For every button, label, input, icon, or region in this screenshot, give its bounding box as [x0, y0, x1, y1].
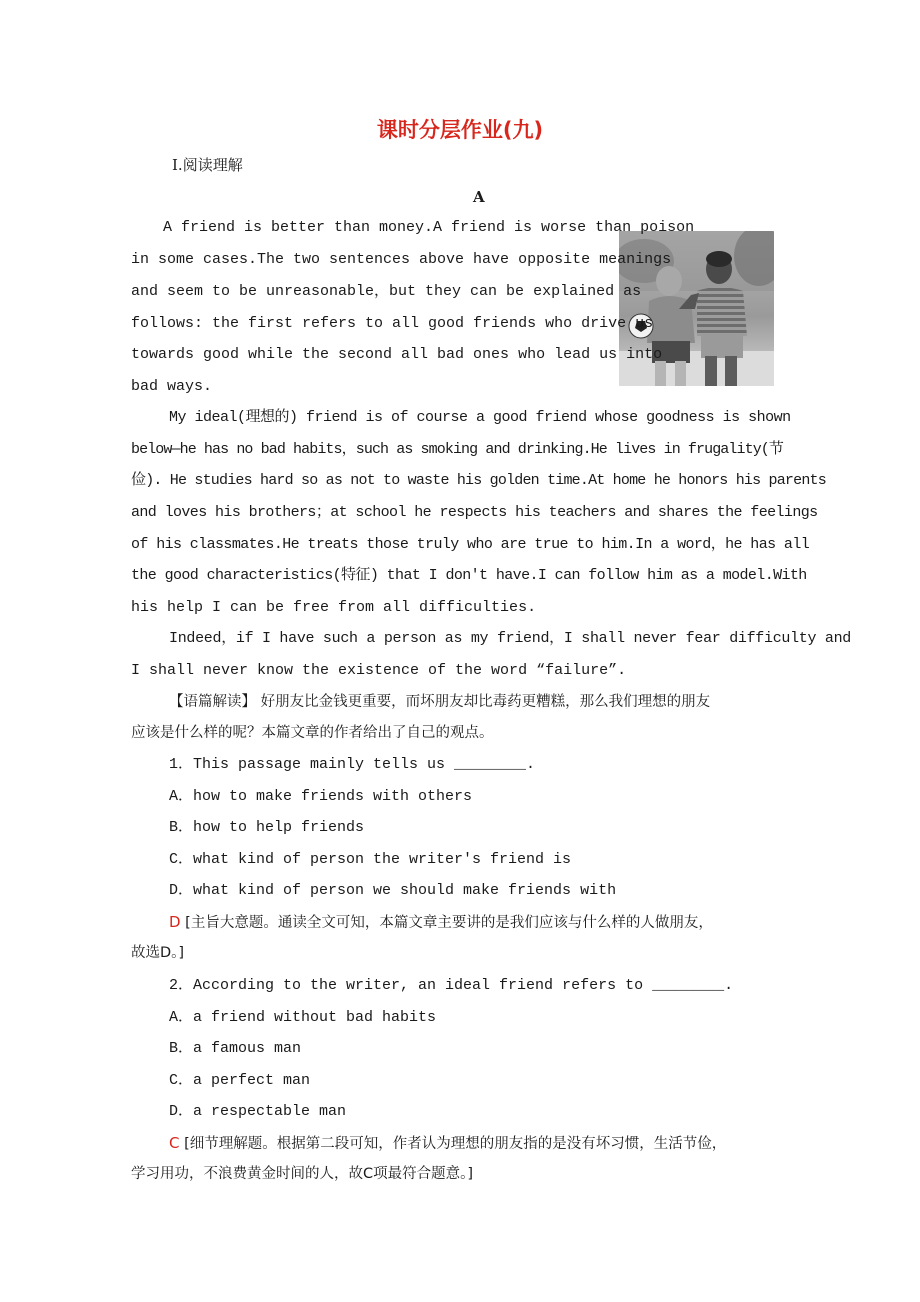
question-option: D．what kind of person we should make friends with — [169, 882, 617, 899]
passage-line: 俭). He studies hard so as not to waste his golden time.At home he honors his parents — [131, 472, 826, 489]
passage-line: below—he has no bad habits，such as smoking and drinking.He lives in frugality(节 — [131, 441, 784, 458]
passage-line: bad ways. — [131, 378, 213, 395]
passage-line: of his classmates.He treats those truly who are true to him.In a word，he has all — [131, 536, 810, 553]
question-option: C．what kind of person the writer's friend is — [169, 851, 572, 868]
question-stem: 2．According to the writer, an ideal friend refers to ________. — [169, 977, 734, 994]
explanation-text: [主旨大意题。通读全文可知，本篇文章主要讲的是我们应该与什么样的人做朋友， — [180, 915, 713, 931]
passage-line: My ideal(理想的) friend is of course a good friend whose goodness is shown — [169, 409, 791, 426]
question-option: C．a perfect man — [169, 1072, 311, 1089]
explanation-text: [细节理解题。根据第二段可知，作者认为理想的朋友指的是没有坏习惯，生活节俭， — [179, 1136, 727, 1152]
passage-line: A friend is better than money.A friend is worse than poison — [163, 219, 695, 236]
passage-line: towards good while the second all bad ones who lead us into — [131, 346, 663, 363]
section-label: Ⅰ.阅读理解 — [172, 156, 243, 174]
answer-explanation — [169, 1133, 726, 1154]
answer-letter: D — [169, 913, 181, 931]
passage-label: A — [473, 188, 485, 206]
passage-line: and loves his brothers；at school he respects his teachers and shares the feelings — [131, 504, 818, 521]
passage-line: I shall never know the existence of the word “failure”. — [131, 662, 627, 679]
question-option: A．how to make friends with others — [169, 788, 473, 805]
passage-analysis: 应该是什么样的呢？本篇文章的作者给出了自己的观点。 — [131, 725, 494, 741]
page-title: 课时分层作业(九) — [376, 118, 544, 142]
passage-analysis: 【语篇解读】 好朋友比金钱更重要，而坏朋友却比毒药更糟糕，那么我们理想的朋友 — [169, 694, 711, 710]
passage-line: his help I can be free from all difficulties. — [131, 599, 537, 616]
passage-line: the good characteristics(特征) that I don't have.I can follow him as a model.With — [131, 567, 807, 584]
question-option: A．a friend without bad habits — [169, 1009, 437, 1026]
question-option: B．a famous man — [169, 1040, 302, 1057]
question-option: D．a respectable man — [169, 1103, 347, 1120]
question-option: B．how to help friends — [169, 819, 365, 836]
passage-line: Indeed，if I have such a person as my friend，I shall never fear difficulty and — [169, 630, 852, 647]
answer-explanation — [169, 912, 713, 933]
question-stem: 1．This passage mainly tells us ________. — [169, 756, 536, 773]
explanation-text: 学习用功，不浪费黄金时间的人，故C项最符合题意。] — [131, 1166, 474, 1182]
passage-line: in some cases.The two sentences above have opposite meanings — [131, 251, 672, 268]
explanation-text: 故选D。] — [131, 945, 185, 961]
answer-letter: C — [169, 1134, 180, 1152]
passage-line: follows: the first refers to all good friends who drive us — [131, 315, 654, 332]
passage-line: and seem to be unreasonable，but they can be explained as — [131, 283, 642, 300]
